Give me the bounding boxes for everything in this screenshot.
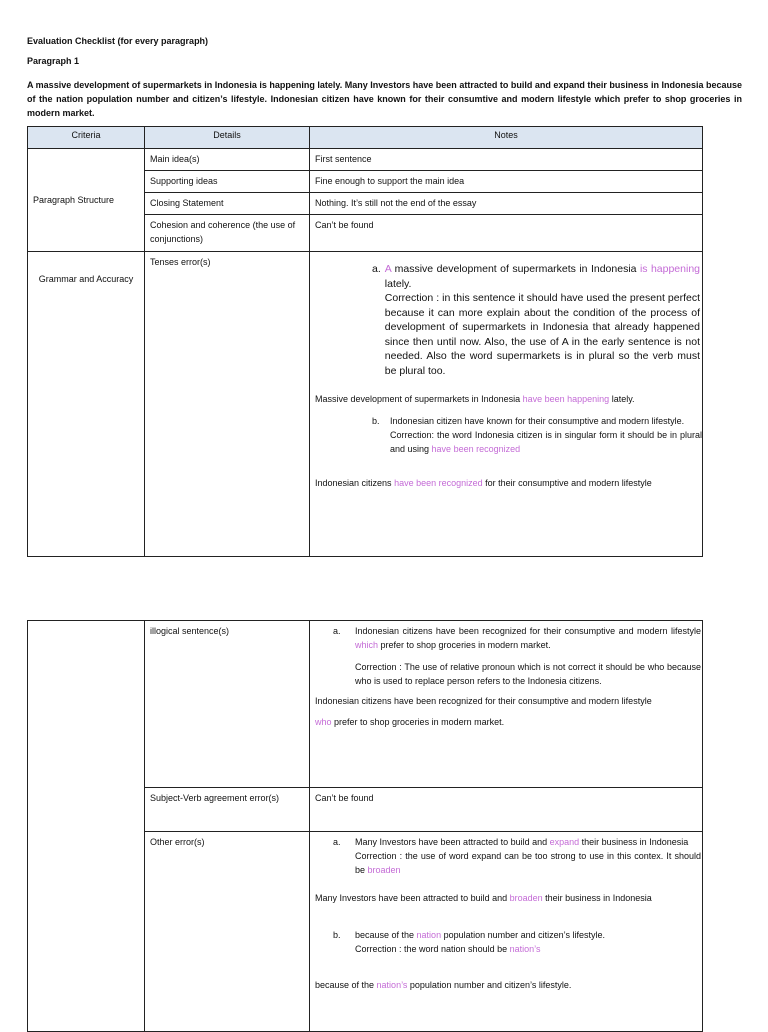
criteria-empty (28, 621, 145, 1032)
detail-tenses-error: Tenses error(s) (145, 252, 310, 557)
fix-a-text-end: lately. (609, 394, 635, 404)
highlight-nations-fix: nation’s (376, 980, 408, 990)
other-fix-b-text: because of the (315, 980, 377, 990)
highlight-who: who (315, 717, 332, 727)
item-b-correction: Correction: the word Indonesia citizen is in singular form it should be in plural and using (390, 430, 702, 454)
paragraph-label: Paragraph 1 (27, 56, 80, 66)
detail-closing-statement: Closing Statement (145, 193, 310, 215)
fix-a-text: Massive development of supermarkets in Indonesia (315, 394, 523, 404)
header-details: Details (145, 127, 310, 149)
other-item-b-label: b. (333, 930, 341, 940)
detail-other-errors: Other error(s) (145, 832, 310, 1032)
other-a-text-end: their business in Indonesia (579, 837, 689, 847)
item-a-text: massive development of supermarkets in Indonesia (391, 263, 640, 275)
highlight-expand: expand (549, 837, 580, 847)
illogical-text-end: prefer to shop groceries in modern market. (378, 640, 551, 650)
note-sva: Can’t be found (310, 788, 703, 832)
note-cohesion: Can’t be found (310, 215, 703, 252)
highlight-which: which (355, 640, 379, 650)
highlight-article: A (384, 263, 392, 275)
highlight-fix-b: have been recognized (394, 478, 483, 488)
document-heading: Evaluation Checklist (for every paragraph) (27, 36, 209, 46)
detail-sva: Subject-Verb agreement error(s) (145, 788, 310, 832)
tenses-fix-b (315, 476, 697, 490)
other-a-text: Many Investors have been attracted to build and (355, 837, 550, 847)
other-item-a (333, 835, 701, 877)
other-fix-a-text: Many Investors have been attracted to build and (315, 893, 510, 903)
other-item-b (333, 928, 701, 956)
detail-supporting-ideas: Supporting ideas (145, 171, 310, 193)
fix-b-text: Indonesian citizens (315, 478, 395, 488)
item-b-text: Indonesian citizen have known for their consumptive and modern lifestyle. (390, 416, 685, 426)
illogical-item-a-label: a. (333, 626, 341, 636)
other-fix-b-text-end: population number and citizen’s lifestyle. (407, 980, 572, 990)
note-illogical (310, 621, 703, 788)
highlight-have-been-recognized: have been recognized (431, 444, 521, 454)
illogical-fix (315, 694, 697, 729)
detail-cohesion: Cohesion and coherence (the use of conjunctions) (145, 215, 310, 252)
note-closing-statement: Nothing. It’s still not the end of the essay (310, 193, 703, 215)
criteria-paragraph-structure: Paragraph Structure (28, 149, 145, 252)
item-a-label: a. (372, 263, 381, 275)
evaluation-table-continued (27, 620, 703, 1032)
note-tenses (310, 252, 703, 557)
illogical-fix-text: Indonesian citizens have been recognized for their consumptive and modern lifestyle (315, 696, 652, 706)
intro-paragraph: A massive development of supermarkets in Indonesia is happening lately. Many Investors have been attracted to build and expand their business in Indonesia because of the nation population number and citizen’s lifestyle. Indonesian citizen have known for their consumtive and modern lifestyle which prefer to shop groceries in modern market. (27, 80, 742, 118)
note-supporting-ideas: Fine enough to support the main idea (310, 171, 703, 193)
fix-b-text-end: for their consumptive and modern lifestyle (482, 478, 652, 488)
header-notes: Notes (310, 127, 703, 149)
illogical-text: Indonesian citizens have been recognized for their consumptive and modern lifestyle (355, 626, 701, 636)
highlight-is-happening: is happening (639, 263, 701, 275)
item-a-text-end: lately. (384, 277, 412, 290)
other-b-text-end: population number and citizen’s lifestyle. (441, 930, 606, 940)
highlight-have-been-happening: have been happening (522, 394, 610, 404)
detail-illogical: illogical sentence(s) (145, 621, 310, 788)
other-fix-a-text-end: their business in Indonesia (542, 893, 652, 903)
other-item-a-label: a. (333, 837, 341, 847)
illogical-fix-text-end: prefer to shop groceries in modern market. (331, 717, 505, 727)
item-a-correction: Correction : in this sentence it should have used the present perfect because it can more explain about the condition of the process of development of supermarkets in Indonesia that already happened since then until now. Also, the use of A in the early sentence is not needed. Also the word supermarkets is in plural so the verb must be plural too. (384, 292, 700, 377)
highlight-nation: nation (416, 930, 442, 940)
other-b-text: because of the (355, 930, 417, 940)
other-b-correction: Correction : the word nation should be (355, 944, 510, 954)
header-criteria: Criteria (28, 127, 145, 149)
illogical-item-a (333, 624, 701, 688)
note-main-idea: First sentence (310, 149, 703, 171)
other-a-correction: Correction : the use of word expand can be too strong to use in this contex. It should be (355, 851, 701, 875)
tenses-item-a (372, 262, 700, 378)
detail-main-idea: Main idea(s) (145, 149, 310, 171)
other-fix-b (315, 978, 697, 992)
highlight-nations: nation’s (509, 944, 541, 954)
tenses-fix-a (315, 392, 697, 406)
criteria-grammar: Grammar and Accuracy (28, 252, 145, 557)
evaluation-table (27, 126, 703, 557)
tenses-item-b (372, 414, 702, 456)
other-fix-a (315, 891, 697, 905)
highlight-broaden: broaden (367, 865, 401, 875)
item-b-label: b. (372, 416, 380, 426)
note-other-errors (310, 832, 703, 1032)
illogical-correction: Correction : The use of relative pronoun which is not correct it should be who because who is used to replace person refers to the Indonesia citizens. (355, 662, 701, 686)
highlight-broaden-fix: broaden (509, 893, 543, 903)
